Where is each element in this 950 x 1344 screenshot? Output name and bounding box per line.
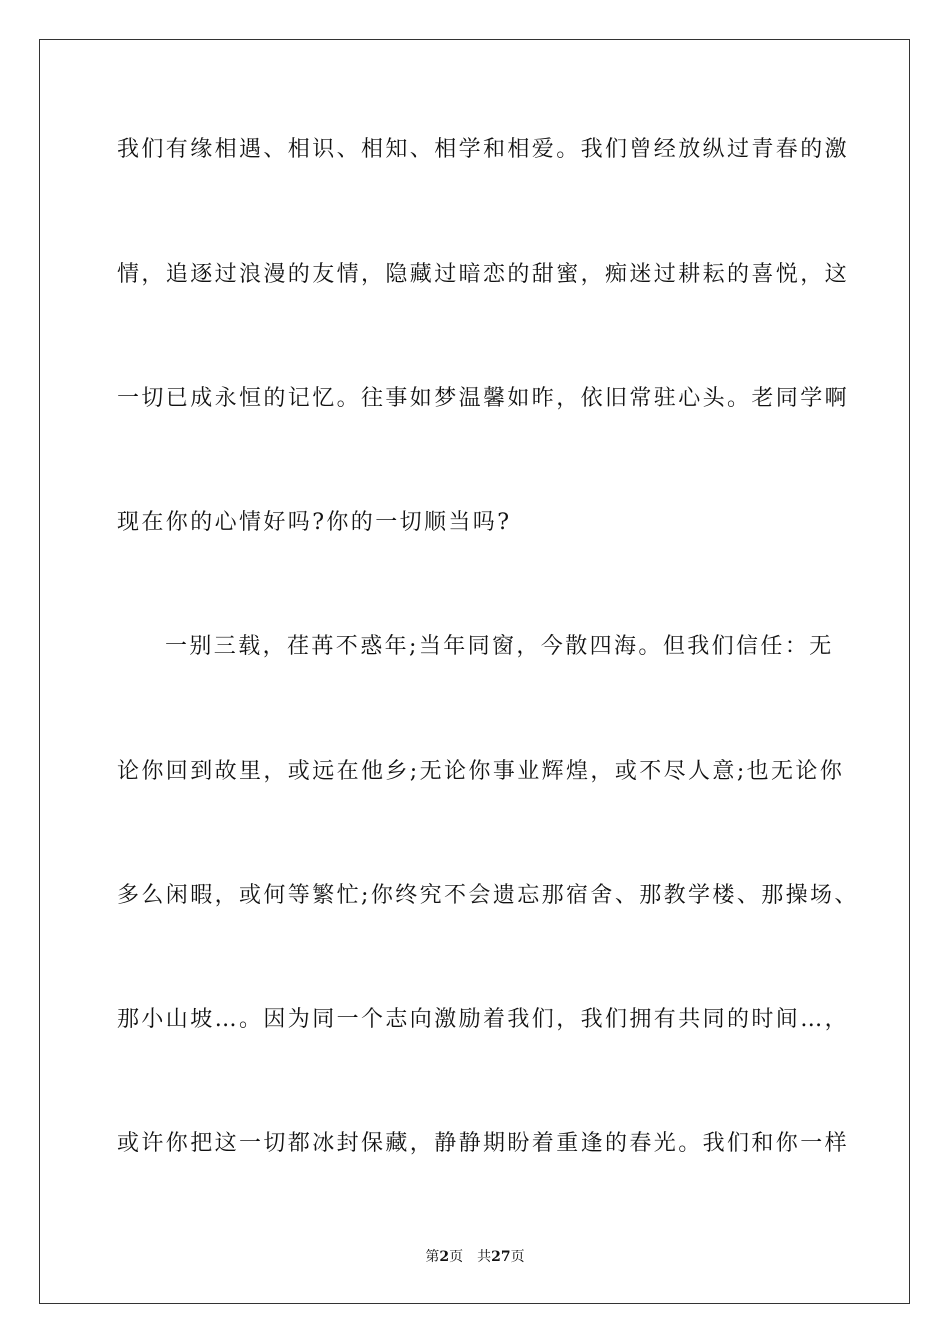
total-prefix: 共 <box>477 1249 492 1265</box>
paragraph-line-9: 或许你把这一切都冰封保藏，静静期盼着重逢的春光。我们和你一样 <box>117 1131 850 1156</box>
paragraph-line-7: 多么闲暇，或何等繁忙;你终究不会遗忘那宿舍、那教学楼、那操场、 <box>117 883 859 908</box>
paragraph-line-4: 现在你的心情好吗?你的一切顺当吗? <box>117 510 512 535</box>
page-suffix: 页 <box>449 1249 464 1265</box>
total-suffix: 页 <box>510 1249 525 1265</box>
paragraph-line-3: 一切已成永恒的记忆。往事如梦温馨如昨，依旧常驻心头。老同学啊 <box>117 386 850 411</box>
paragraph-line-8: 那小山坡…。因为同一个志向激励着我们，我们拥有共同的时间…， <box>117 1007 850 1032</box>
page-frame <box>39 39 910 1304</box>
paragraph-line-5: 一别三载，荏苒不惑年;当年同窗，今散四海。但我们信任：无 <box>165 634 834 659</box>
paragraph-line-1: 我们有缘相遇、相识、相知、相学和相爱。我们曾经放纵过青春的激 <box>117 137 850 162</box>
total-pages: 27 <box>491 1249 511 1265</box>
page-prefix: 第 <box>425 1249 440 1265</box>
paragraph-line-2: 情，追逐过浪漫的友情，隐藏过暗恋的甜蜜，痴迷过耕耘的喜悦，这 <box>117 262 850 287</box>
page-number: 2 <box>439 1249 450 1265</box>
page-footer <box>0 1248 950 1266</box>
paragraph-line-6: 论你回到故里，或远在他乡;无论你事业辉煌，或不尽人意;也无论你 <box>117 759 845 784</box>
